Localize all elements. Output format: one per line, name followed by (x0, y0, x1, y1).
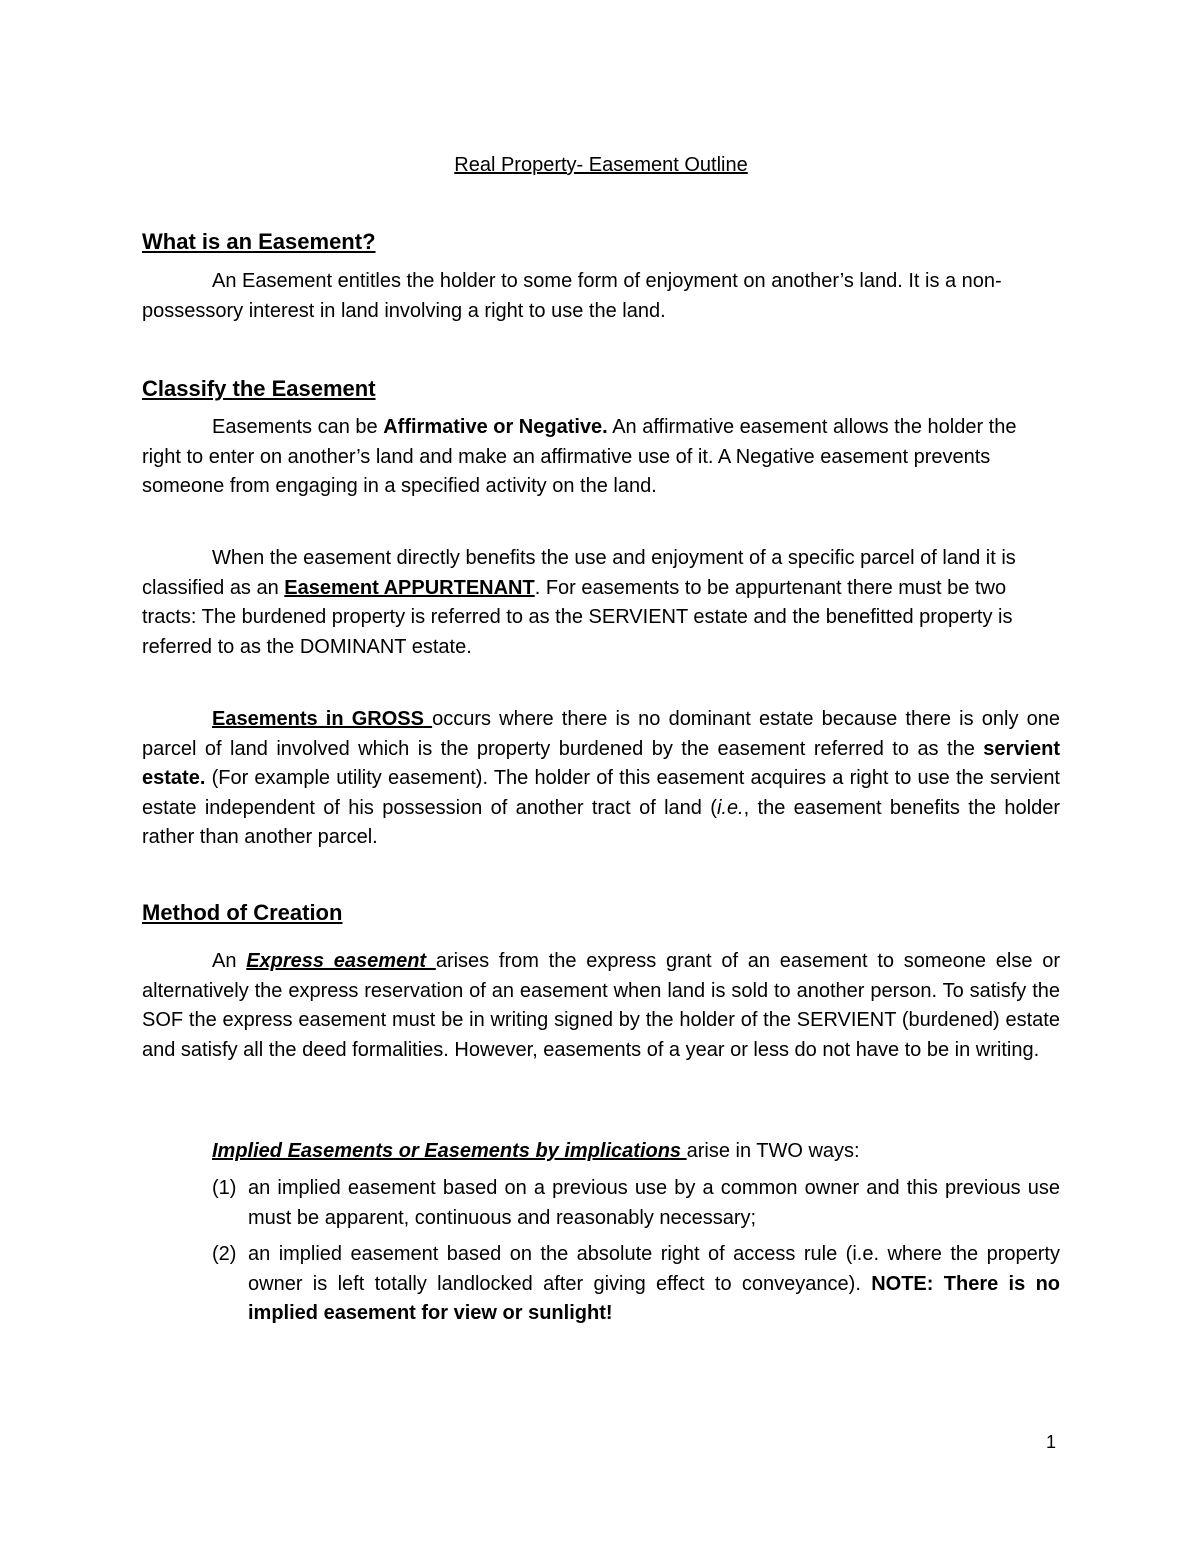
term-easement-appurtenant: Easement APPURTENANT (284, 576, 535, 599)
list-item-text: an implied easement based on a previous use by a common owner and this previous use must be apparent, continuous and reasonably necessary; (248, 1177, 1060, 1229)
implied-easement-list (212, 1174, 1060, 1336)
list-item (212, 1240, 1060, 1329)
paragraph-in-gross (142, 705, 1060, 853)
heading-classify-easement: Classify the Easement (142, 376, 376, 401)
paragraph-text: arise in TWO ways: (686, 1140, 860, 1162)
bold-term-affirmative-negative: Affirmative or Negative. (383, 416, 608, 438)
note-no-implied-easement: NOTE: There is no implied easement for view or sunlight! (248, 1272, 1060, 1324)
paragraph-text: arises from the express grant of an easement to someone else or alternatively the express reservation of an easement when land is sold to another person. To satisfy the SOF the express easement must be in writing signed by the holder of the SERVIENT (burdened) estate and satisfy all the deed formalities. However, easements of a year or less do not have to be in writing. (142, 950, 1060, 1061)
paragraph-text: When the easement directly benefits the use and enjoyment of a specific parcel of land it is classified as an (142, 547, 1016, 599)
document-title: Real Property- Easement Outline (454, 154, 748, 176)
paragraph-text: (For example utility easement). The holder of this easement acquires a right to use the servient estate independent of his possession of another tract of land ( (142, 767, 1060, 819)
list-item-text: an implied easement based on the absolute right of access rule (i.e. where the property owner is left totally landlocked after giving effect to conveyance). (248, 1243, 1060, 1295)
paragraph-text: An affirmative easement allows the holder the right to enter on another’s land and make an affirmative use of it. A Negative easement prevents someone from engaging in a specified activity on the land. (142, 416, 1017, 497)
paragraph-text: . For easements to be appurtenant there must be two tracts: The burdened property is referred to as the SERVIENT estate and the benefitted property is referred to as the DOMINANT estate. (142, 576, 1013, 658)
heading-method-of-creation: Method of Creation (142, 900, 343, 925)
paragraph-express-easement (142, 947, 1060, 1065)
paragraph-text: An (212, 950, 247, 972)
paragraph-implied-easements (142, 1137, 1060, 1167)
paragraph-text: occurs where there is no dominant estate because there is only one parcel of land involved which is the property burdened by the easement referred to as the (142, 708, 1060, 760)
paragraph-text: , the easement benefits the holder rather than another parcel. (142, 796, 1061, 848)
term-express-easement: Express easement (246, 950, 436, 972)
paragraph-easement-definition (142, 267, 1060, 326)
paragraph-affirmative-negative (142, 413, 1060, 502)
list-number: (2) (212, 1243, 237, 1265)
term-implied-easements: Implied Easements or Easements by implications (212, 1140, 687, 1162)
paragraph-text: An Easement entitles the holder to some form of enjoyment on another’s land. It is a non-possessory interest in land involving a right to use the land. (142, 270, 1002, 322)
page-number: 1 (1046, 1432, 1057, 1452)
paragraph-appurtenant (142, 544, 1060, 662)
heading-what-is-easement: What is an Easement? (142, 229, 376, 254)
paragraph-text: Easements can be (212, 416, 384, 438)
list-number: (1) (212, 1177, 237, 1199)
bold-term-servient-estate: servient estate. (142, 737, 1060, 789)
term-easements-in-gross: Easements in GROSS (212, 708, 433, 730)
italic-ie: i.e. (716, 796, 744, 819)
list-item (212, 1174, 1060, 1233)
